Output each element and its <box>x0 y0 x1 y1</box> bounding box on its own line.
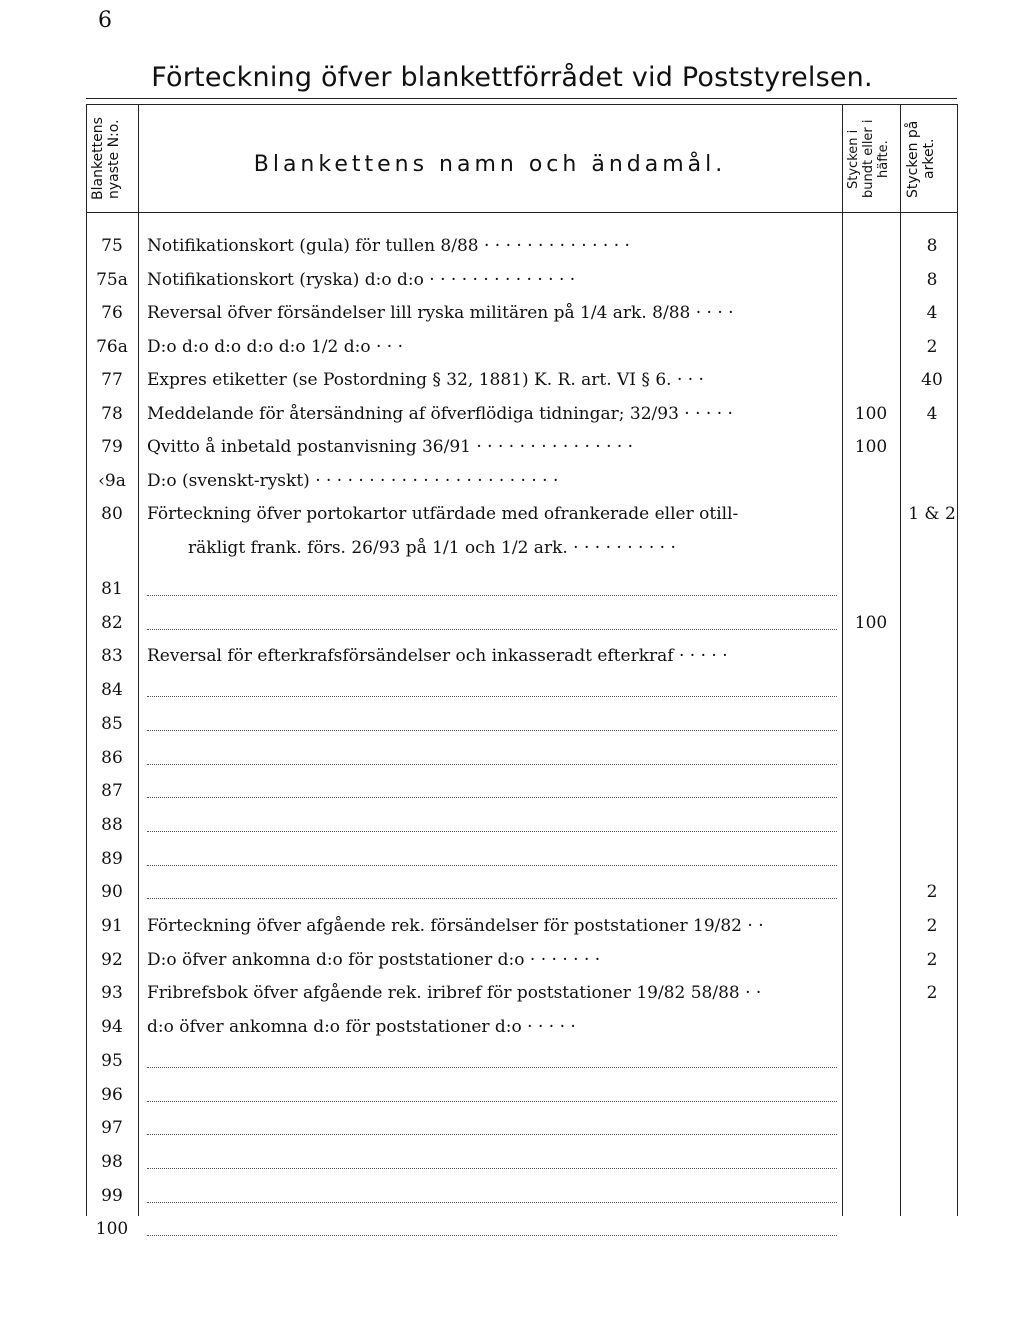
table-row <box>0 1219 1024 1249</box>
row-sheet-count: 2 <box>926 916 938 936</box>
row-number: 79 <box>101 437 123 457</box>
row-bound-count: 100 <box>854 612 888 633</box>
table-row <box>0 471 1024 501</box>
row-description <box>147 579 837 596</box>
row-number: 78 <box>101 403 123 424</box>
row-number: 80 <box>101 504 123 524</box>
table-row <box>0 680 1024 710</box>
header-bound: Stycken i bundt eller i häfte. <box>846 119 891 199</box>
table-row <box>0 303 1024 333</box>
row-sheet-count: 1 & 2 <box>908 504 956 524</box>
row-number: 84 <box>101 680 123 701</box>
header-name: Blankettens namn och ändamål. <box>253 152 727 177</box>
row-number: 83 <box>101 646 123 667</box>
header-sheet: Stycken på arket. <box>905 120 937 198</box>
table-row <box>0 1152 1024 1182</box>
row-number: 81 <box>101 579 123 599</box>
row-sheet-count: 4 <box>926 403 938 424</box>
table-row <box>0 714 1024 744</box>
row-80-continuation: räkligt frank. förs. 26/93 på 1/1 och 1/2 ark. · · · · · · · · · · <box>188 537 676 558</box>
row-number: 96 <box>101 1084 123 1105</box>
row-sheet-count: 8 <box>926 236 938 256</box>
row-number: 86 <box>101 747 123 768</box>
row-number: 75 <box>101 236 123 256</box>
row-bound-count: 100 <box>854 403 888 424</box>
table-row <box>0 815 1024 845</box>
table-row <box>0 236 1024 266</box>
row-description <box>147 1152 837 1169</box>
row-description <box>147 613 837 630</box>
row-number: 76a <box>96 336 128 357</box>
header-rule <box>86 212 957 213</box>
table-row <box>0 950 1024 980</box>
row-number: 98 <box>101 1151 123 1172</box>
row-description: Meddelande för återsändning af öfverflödiga tidningar; 32/93 · · · · · <box>147 403 733 424</box>
table-row <box>0 370 1024 400</box>
row-number: 88 <box>101 814 123 835</box>
row-description: Notifikationskort (gula) för tullen 8/88 · · · · · · · · · · · · · · <box>147 236 630 256</box>
row-description <box>147 1186 837 1203</box>
row-description <box>147 815 837 832</box>
row-description: D:o d:o d:o d:o d:o 1/2 d:o · · · <box>147 336 404 357</box>
row-description: Förteckning öfver afgående rek. försändelser för poststationer 19/82 · · <box>147 916 764 936</box>
row-description <box>147 1085 837 1102</box>
row-description <box>147 1219 837 1236</box>
row-description <box>147 849 837 866</box>
row-description: Reversal för efterkrafsförsändelser och inkasseradt efterkraf · · · · · <box>147 646 728 667</box>
row-sheet-count: 8 <box>926 269 938 290</box>
row-description: d:o öfver ankomna d:o för poststationer d:o · · · · · <box>147 1017 576 1038</box>
row-sheet-count: 2 <box>926 882 938 903</box>
table-row <box>0 1186 1024 1216</box>
table-row <box>0 579 1024 609</box>
row-description: Notifikationskort (ryska) d:o d:o · · · · · · · · · · · · · · <box>147 269 576 290</box>
row-number: 75a <box>96 269 128 290</box>
row-description <box>147 680 837 697</box>
row-number: 95 <box>101 1050 123 1071</box>
table-row <box>0 983 1024 1013</box>
row-description: Qvitto å inbetald postanvisning 36/91 · · · · · · · · · · · · · · · <box>147 437 634 457</box>
table-row <box>0 748 1024 778</box>
table-row <box>0 646 1024 676</box>
row-number: 82 <box>101 612 123 633</box>
row-number: 85 <box>101 713 123 734</box>
header-number: Blankettens nyaste N:o. <box>90 117 122 201</box>
table-row <box>0 437 1024 467</box>
table-row <box>0 916 1024 946</box>
row-description <box>147 714 837 731</box>
row-description: Reversal öfver försändelser lill ryska militären på 1/4 ark. 8/88 · · · · <box>147 303 734 323</box>
row-description <box>147 1118 837 1135</box>
top-rule-inner <box>86 104 957 105</box>
table-row <box>0 1118 1024 1148</box>
row-number: 100 <box>95 1219 129 1240</box>
row-number: 97 <box>101 1118 123 1139</box>
row-number: 90 <box>101 882 123 903</box>
table-row <box>0 882 1024 912</box>
row-number: 94 <box>101 1017 123 1038</box>
page-number: 6 <box>98 8 112 33</box>
table-row <box>0 613 1024 643</box>
row-description <box>147 748 837 765</box>
page-title: Förteckning öfver blankettförrådet vid Poststyrelsen. <box>151 62 873 93</box>
row-number: 89 <box>101 848 123 869</box>
table-row <box>0 404 1024 434</box>
row-number: 92 <box>101 949 123 970</box>
row-number: 76 <box>101 303 123 323</box>
row-sheet-count: 2 <box>926 983 938 1004</box>
row-description: Expres etiketter (se Postordning § 32, 1881) K. R. art. VI § 6. · · · <box>147 370 704 390</box>
row-number: 99 <box>101 1185 123 1206</box>
table-row <box>0 849 1024 879</box>
row-description: D:o öfver ankomna d:o för poststationer d:o · · · · · · · <box>147 949 601 970</box>
row-sheet-count: 2 <box>926 949 938 970</box>
table-row <box>0 1017 1024 1047</box>
row-sheet-count: 2 <box>926 336 938 357</box>
row-number: 87 <box>101 781 123 802</box>
row-description: Fribrefsbok öfver afgående rek. iribref för poststationer 19/82 58/88 · · <box>147 983 762 1004</box>
row-sheet-count: 4 <box>926 303 938 323</box>
table-row <box>0 504 1024 534</box>
row-sheet-count: 40 <box>921 370 943 390</box>
row-description <box>147 1051 837 1068</box>
row-number: 77 <box>101 370 123 390</box>
row-number: 93 <box>101 983 123 1004</box>
row-number: 91 <box>101 916 123 936</box>
table-row <box>0 337 1024 367</box>
row-number: ‹9a <box>98 470 126 491</box>
row-description: D:o (svenskt-ryskt) · · · · · · · · · · · · · · · · · · · · · · · <box>147 470 559 491</box>
row-description: Förteckning öfver portokartor utfärdade med ofrankerade eller otill- <box>147 504 739 524</box>
row-description <box>147 882 837 899</box>
table-row <box>0 270 1024 300</box>
top-rule <box>86 98 957 99</box>
table-row <box>0 1051 1024 1081</box>
row-bound-count: 100 <box>854 437 888 457</box>
row-description <box>147 781 837 798</box>
table-row <box>0 1085 1024 1115</box>
table-row <box>0 781 1024 811</box>
